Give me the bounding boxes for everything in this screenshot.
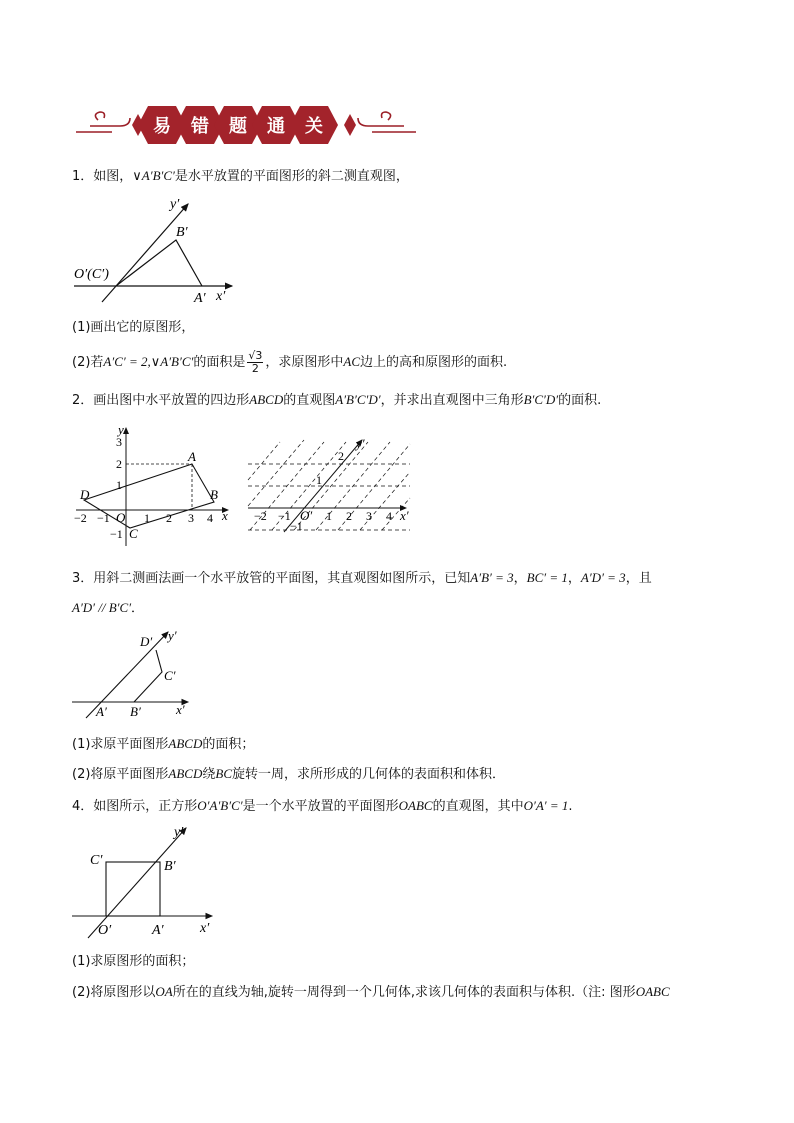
svg-text:−1: −1 (278, 509, 291, 523)
left-scroll-ornament (76, 112, 130, 132)
svg-text:3: 3 (188, 511, 194, 525)
svg-text:B′: B′ (176, 225, 188, 240)
q1-stem: 1．如图，∨A′B′C′是水平放置的平面图形的斜二测直观图， (72, 168, 409, 184)
q3-figure (72, 624, 202, 724)
q2-oblique-grid-figure (244, 434, 414, 534)
svg-text:x′: x′ (216, 289, 226, 304)
svg-text:4: 4 (207, 511, 213, 525)
q1-part2: (2)若A′C′ = 2,∨A′B′C′的面积是 $\frac{√3}{2}$ ，求原图形中AC边上的高和原图形的面积. (72, 349, 508, 375)
svg-text:x′: x′ (200, 921, 210, 936)
banner-char-2: 错 (191, 116, 209, 136)
svg-text:y′: y′ (170, 197, 180, 212)
svg-text:−1: −1 (290, 519, 303, 533)
svg-text:C′: C′ (90, 853, 103, 868)
q1-part1: (1)画出它的原图形， (72, 320, 195, 335)
svg-text:O′: O′ (300, 508, 313, 523)
svg-text:D′: D′ (140, 634, 153, 649)
q4-part1: (1)求原图形的面积； (72, 954, 195, 969)
svg-text:2: 2 (166, 511, 172, 525)
svg-text:−2: −2 (74, 511, 87, 525)
svg-text:4: 4 (386, 509, 392, 523)
q3-stem-line2: A′D′ // B′C′． (72, 600, 145, 616)
svg-text:B′: B′ (130, 704, 141, 719)
banner-char-4: 通 (267, 116, 285, 136)
svg-text:y′: y′ (356, 436, 365, 451)
svg-text:O′: O′ (98, 923, 112, 938)
svg-text:A: A (188, 449, 196, 464)
svg-text:D: D (80, 487, 90, 502)
q4-part2: (2)将原图形以OA所在的直线为轴,旋转一周得到一个几何体,求该几何体的表面积与体积.（注: 图形OABC (72, 984, 670, 1000)
svg-text:A′: A′ (194, 291, 206, 306)
banner-char-5: 关 (305, 116, 323, 136)
svg-text:B: B (210, 487, 218, 502)
svg-text:A′: A′ (96, 704, 107, 719)
svg-text:x: x (222, 508, 228, 523)
svg-text:3: 3 (116, 435, 122, 449)
banner-char-3: 题 (229, 116, 247, 136)
svg-text:3: 3 (366, 509, 372, 523)
svg-text:2: 2 (116, 457, 122, 471)
svg-text:1: 1 (116, 478, 122, 492)
q2-stem: 2．画出图中水平放置的四边形ABCD的直观图A′B′C′D′，并求出直观图中三角形B′C′D′的面积. (72, 392, 602, 408)
svg-text:C: C (129, 526, 138, 541)
q3-part1: (1)求原平面图形ABCD的面积； (72, 736, 255, 752)
svg-text:1: 1 (144, 511, 150, 525)
svg-text:2: 2 (338, 449, 344, 463)
section-banner (72, 98, 422, 154)
svg-text:C′: C′ (164, 668, 176, 683)
banner-char-1: 易 (153, 116, 171, 136)
svg-text:−2: −2 (254, 509, 267, 523)
q3-part2: (2)将原平面图形ABCD绕BC旋转一周，求所形成的几何体的表面积和体积． (72, 766, 506, 782)
svg-text:A′: A′ (152, 923, 164, 938)
svg-text:2: 2 (346, 509, 352, 523)
svg-text:y′: y′ (168, 628, 177, 643)
q3-stem: 3．用斜二测画法画一个水平放管的平面图，其直观图如图所示，已知A′B′ = 3，BC′ = 1，A′D′ = 3，且 (72, 570, 652, 586)
q4-stem: 4．如图所示，正方形O′A′B′C′是一个水平放置的平面图形OABC的直观图，其中O′A′ = 1. (72, 798, 573, 814)
svg-text:O′(C′): O′(C′) (74, 267, 109, 282)
svg-text:y′: y′ (174, 825, 184, 840)
svg-text:−1: −1 (110, 527, 123, 541)
svg-text:−1: −1 (97, 511, 110, 525)
svg-text:x′: x′ (400, 508, 409, 523)
fraction: $\frac{√3}{2}$ (248, 349, 263, 375)
q2-original-figure (72, 424, 237, 548)
svg-text:O: O (116, 510, 126, 525)
svg-text:B′: B′ (164, 859, 176, 874)
q1-figure (72, 192, 242, 310)
svg-text:1: 1 (326, 509, 332, 523)
svg-text:x′: x′ (176, 702, 185, 717)
svg-text:y: y (118, 424, 124, 437)
right-scroll-ornament (358, 112, 416, 132)
svg-text:1: 1 (316, 473, 322, 487)
q4-figure (72, 820, 222, 944)
